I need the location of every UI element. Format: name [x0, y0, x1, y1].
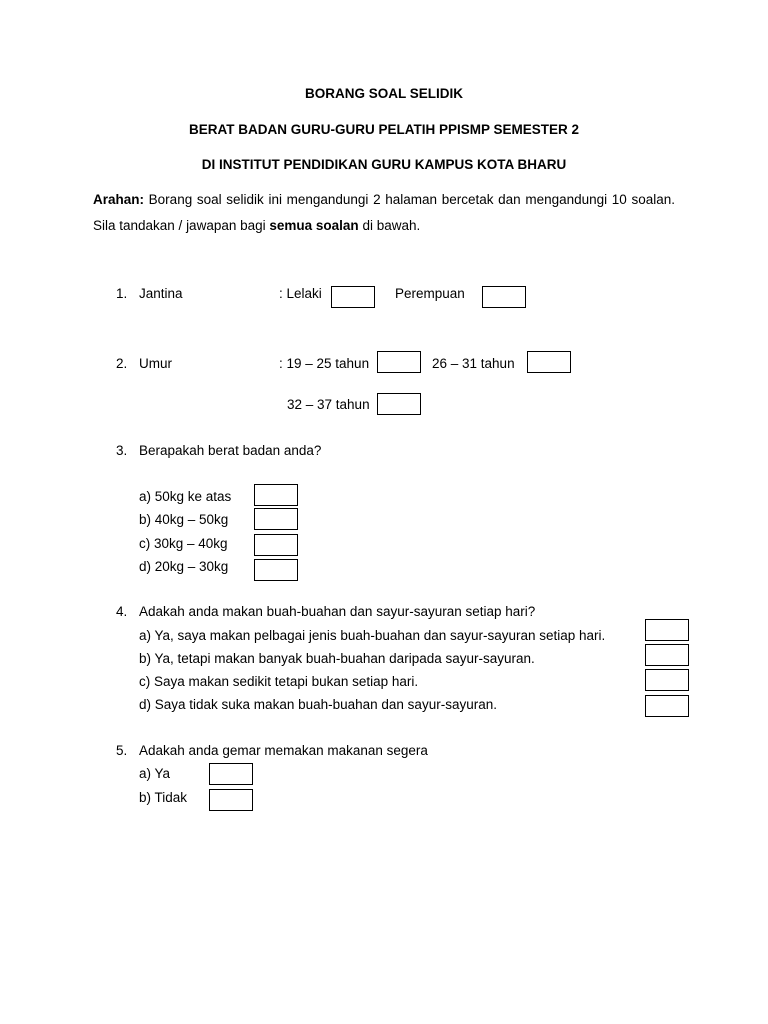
q1-label: Jantina	[139, 286, 183, 301]
q5-option-a-checkbox[interactable]	[209, 763, 253, 785]
q2-option-2-checkbox[interactable]	[527, 351, 571, 373]
q4-number: 4.	[116, 604, 128, 619]
q1-option-lelaki-label: : Lelaki	[279, 286, 322, 301]
instructions-bold: semua soalan	[269, 218, 359, 233]
q4-option-d-checkbox[interactable]	[645, 695, 689, 717]
q4-option-c-label: c) Saya makan sedikit tetapi bukan setiap hari.	[139, 674, 419, 689]
q3-option-d-checkbox[interactable]	[254, 559, 298, 581]
q4-option-c-checkbox[interactable]	[645, 669, 689, 691]
form-institution: DI INSTITUT PENDIDIKAN GURU KAMPUS KOTA BHARU	[201, 157, 567, 172]
q3-option-b-checkbox[interactable]	[254, 508, 298, 530]
q3-option-c-label: c) 30kg – 40kg	[139, 536, 228, 551]
q5-option-a-label: a) Ya	[139, 766, 171, 781]
q1-number: 1.	[116, 286, 128, 301]
q3-number: 3.	[116, 443, 128, 458]
q2-label: Umur	[139, 356, 172, 371]
q3-question: Berapakah berat badan anda?	[139, 443, 322, 458]
q3-option-c-checkbox[interactable]	[254, 534, 298, 556]
q2-option-1-checkbox[interactable]	[377, 351, 421, 373]
q2-number: 2.	[116, 356, 128, 371]
instructions-label: Arahan:	[93, 192, 145, 207]
form-subtitle: BERAT BADAN GURU-GURU PELATIH PPISMP SEMESTER 2	[188, 122, 580, 137]
q4-option-a-label: a) Ya, saya makan pelbagai jenis buah-buahan dan sayur-sayuran setiap hari.	[139, 628, 606, 643]
q4-option-a-checkbox[interactable]	[645, 619, 689, 641]
instructions-text: Borang soal selidik ini mengandungi 2 halaman bercetak dan mengandungi 10 soalan. Sila tandakan / jawapan bagi	[93, 192, 675, 233]
instructions	[93, 187, 675, 239]
q5-option-b-label: b) Tidak	[139, 790, 188, 805]
q5-question: Adakah anda gemar memakan makanan segera	[139, 743, 428, 758]
q2-option-1-label: : 19 – 25 tahun	[279, 356, 370, 371]
q5-option-b-checkbox[interactable]	[209, 789, 253, 811]
q1-perempuan-checkbox[interactable]	[482, 286, 526, 308]
q1-lelaki-checkbox[interactable]	[331, 286, 375, 308]
q4-option-b-checkbox[interactable]	[645, 644, 689, 666]
q4-option-b-label: b) Ya, tetapi makan banyak buah-buahan daripada sayur-sayuran.	[139, 651, 535, 666]
q3-option-a-label: a) 50kg ke atas	[139, 489, 232, 504]
form-title: BORANG SOAL SELIDIK	[304, 86, 463, 101]
q3-option-d-label: d) 20kg – 30kg	[139, 559, 229, 574]
q3-option-b-label: b) 40kg – 50kg	[139, 512, 229, 527]
instructions-text-end: di bawah.	[358, 218, 421, 233]
q4-question: Adakah anda makan buah-buahan dan sayur-sayuran setiap hari?	[139, 604, 536, 619]
q2-option-2-label: 26 – 31 tahun	[432, 356, 515, 371]
q5-number: 5.	[116, 743, 128, 758]
q3-option-a-checkbox[interactable]	[254, 484, 298, 506]
q2-option-3-label: 32 – 37 tahun	[287, 397, 370, 412]
q4-option-d-label: d) Saya tidak suka makan buah-buahan dan sayur-sayuran.	[139, 697, 497, 712]
q2-option-3-checkbox[interactable]	[377, 393, 421, 415]
q1-option-perempuan-label: Perempuan	[395, 286, 465, 301]
